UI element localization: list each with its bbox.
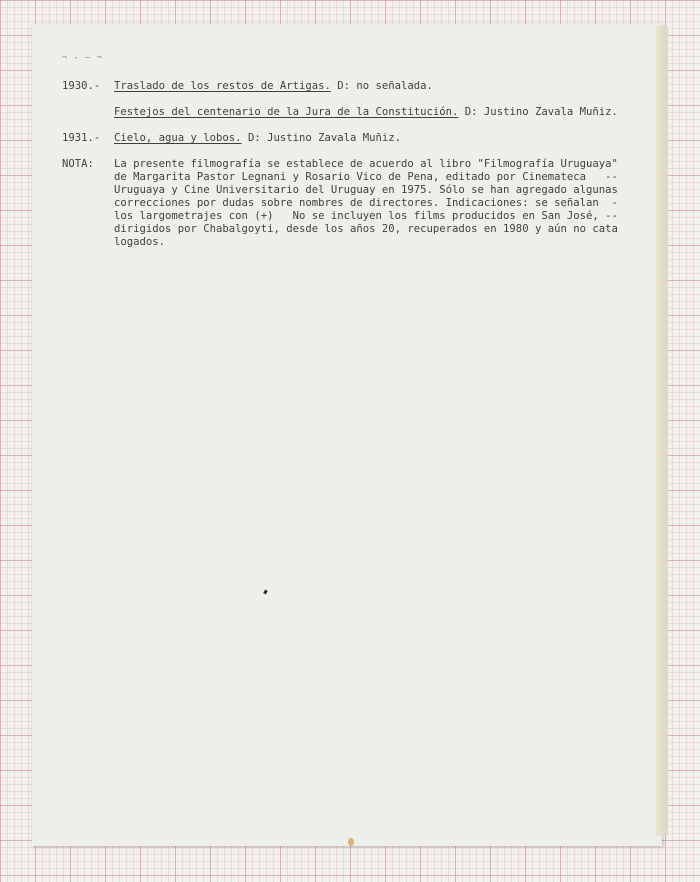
entry-line bbox=[114, 80, 433, 93]
entry-year-1931: 1931.- bbox=[62, 132, 101, 144]
nota-line: Uruguaya y Cine Universitario del Uruguay en 1975. Sólo se han agregado algunas bbox=[114, 184, 618, 196]
nota-line: de Margarita Pastor Legnani y Rosario Vico de Pena, editado por Cinemateca -- bbox=[114, 171, 618, 183]
film-director: D: Justino Zavala Muñiz. bbox=[458, 106, 618, 118]
film-director: D: no señalada. bbox=[330, 80, 433, 92]
nota-line: La presente filmografía se establece de acuerdo al libro "Filmografía Uruguaya" bbox=[114, 158, 618, 170]
entry-year-1930: 1930.- bbox=[62, 80, 101, 92]
film-title: Cielo, agua y lobos. bbox=[114, 132, 242, 144]
entry-line bbox=[114, 132, 401, 145]
nota-label: NOTA: bbox=[62, 158, 94, 170]
nota-line: los largometrajes con (+) No se incluyen los films producidos en San José, -- bbox=[114, 210, 618, 222]
paper-stain bbox=[348, 838, 354, 846]
film-title: Traslado de los restos de Artigas. bbox=[114, 80, 331, 92]
entry-line bbox=[114, 106, 618, 119]
nota-line: correcciones por dudas sobre nombres de directores. Indicaciones: se señalan - bbox=[114, 197, 618, 209]
film-director: D: Justino Zavala Muñiz. bbox=[241, 132, 402, 144]
nota-line: logados. bbox=[114, 236, 166, 248]
film-title: Festejos del centenario de la Jura de la Constitución. bbox=[114, 106, 459, 118]
paper-edge bbox=[656, 26, 668, 836]
corner-marks: ¬ - ~ ¬ bbox=[62, 53, 103, 62]
nota-line: dirigidos por Chabalgoyti, desde los años 20, recuperados en 1980 y aún no cata bbox=[114, 223, 618, 235]
paper-sheet bbox=[32, 24, 662, 846]
